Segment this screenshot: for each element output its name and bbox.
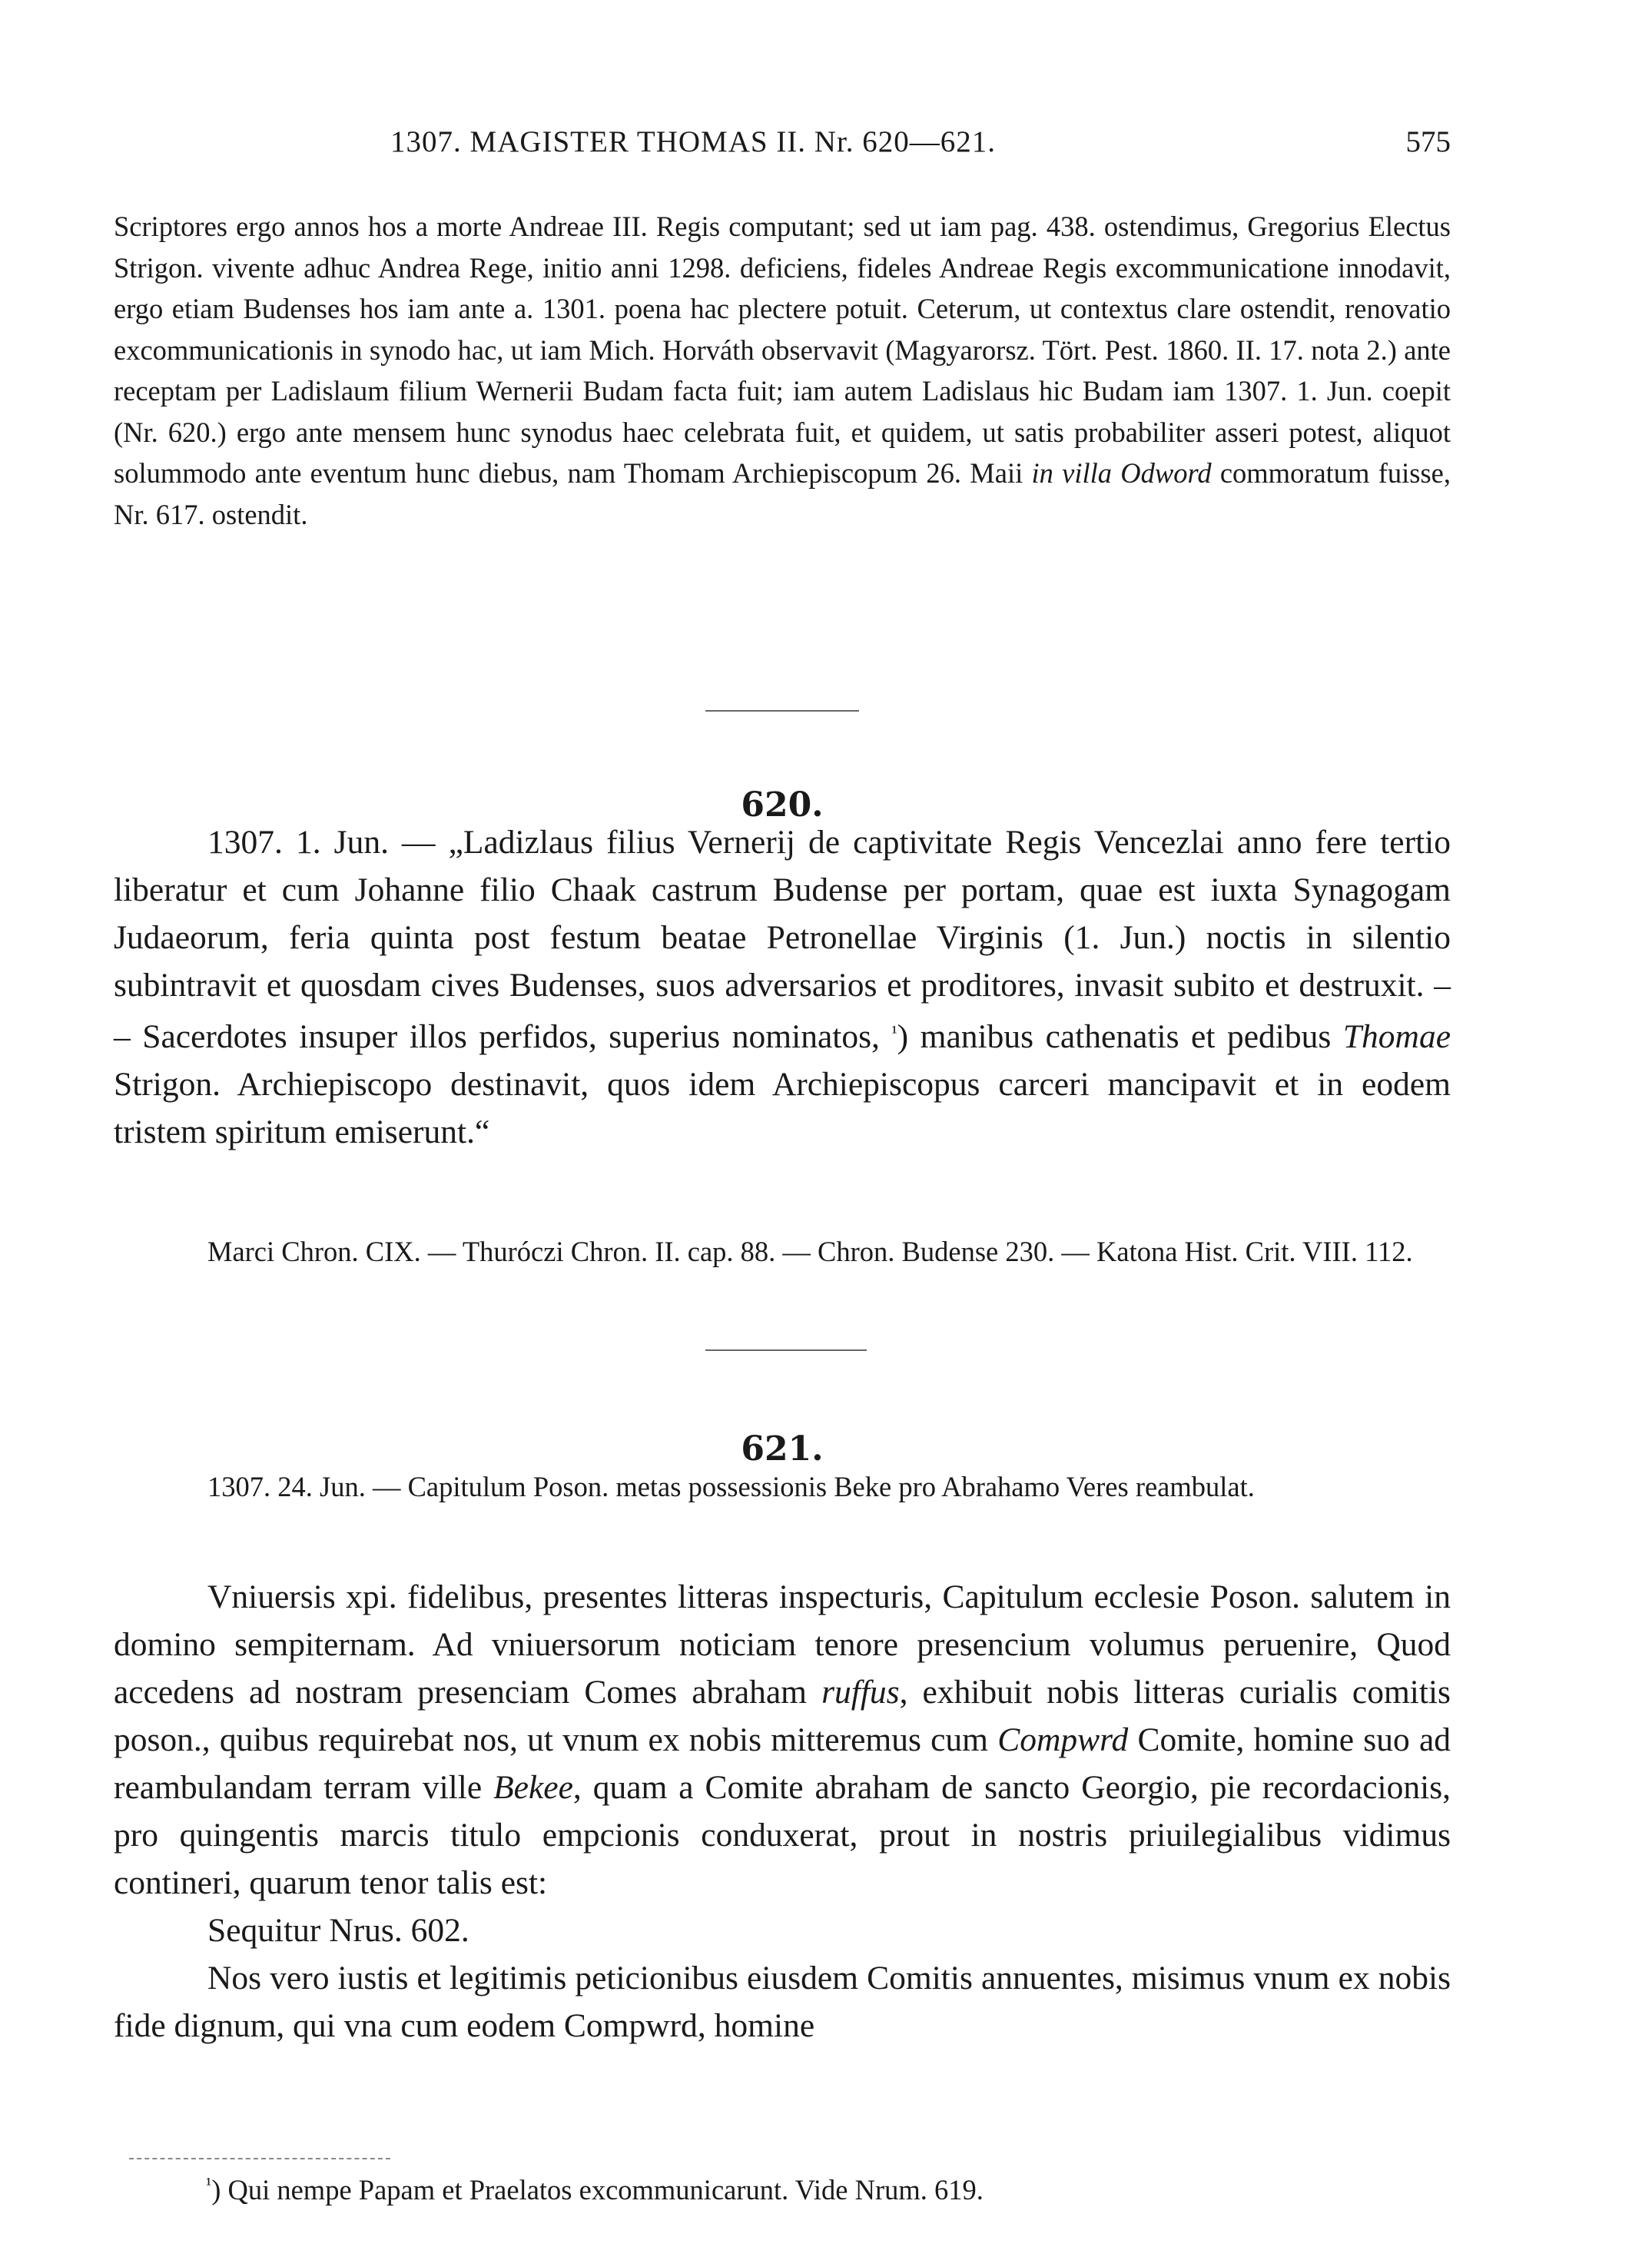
section-divider (705, 1349, 867, 1351)
document-number-620: 620. (741, 785, 824, 825)
running-title: 1307. MAGISTER THOMAS II. Nr. 620—621. (390, 125, 997, 158)
document-621-summary: 1307. 24. Jun. — Capitulum Poson. metas possessionis Beke pro Abrahamo Veres reambulat. (207, 1471, 1255, 1502)
document-620 (114, 818, 1451, 1156)
document-620-text: 1307. 1. Jun. — „Ladizlaus filius Vernerij de captivitate Regis Vencezlai anno fere tertio liberatur et cum Johanne filio Chaak castrum Budense per portam, quae est iuxta Synagogam Judaeorum, feria quinta post festum beatae Petronellae Virginis (1. Jun.) noctis in silentio subintravit et quosdam cives Budenses, suos adversarios et proditores, invasit subito et destruxit. – – Sacerdotes insuper illos perfidos, superius nominatos, $^{^1}$) manibus cathenatis et pedibus Thomae Strigon. Archiepiscopo destinavit, quos idem Archiepiscopus carceri mancipavit et in eodem tristem spiritum emiserunt.“ (114, 824, 1451, 1150)
section-divider (705, 710, 859, 712)
document-620-sources: Marci Chron. CIX. — Thuróczi Chron. II. cap. 88. — Chron. Budense 230. — Katona Hist. Crit. VIII. 112. (207, 1236, 1413, 1267)
page-number: 575 (1405, 125, 1451, 158)
italic-place: in villa Odword (1031, 457, 1212, 489)
document-number-621: 621. (741, 1429, 824, 1469)
footnote-rule (129, 2158, 390, 2159)
footnote-ref: ¹ (891, 1023, 897, 1043)
running-header (114, 124, 1451, 163)
intro-paragraph: Scriptores ergo annos hos a morte Andreae III. Regis computant; sed ut iam pag. 438. ostendimus, Gregorius Electus Strigon. vivente adhuc Andrea Rege, initio anni 1298. deficiens, fideles Andreae Regis excommunicatione innodavit, ergo etiam Budenses hos iam ante a. 1301. poena hac plectere potuit. Ceterum, ut contextus clare ostendit, renovatio excommunicationis in synodo hac, ut iam Mich. Horváth observavit (Magyarorsz. Tört. Pest. 1860. II. 17. nota 2.) ante receptam per Ladislaum filium Wernerii Budam facta fuit; iam autem Ladislaus hic Budam iam 1307. 1. Jun. coepit (Nr. 620.) ergo ante mensem hunc synodus haec celebrata fuit, et quidem, ut satis probabiliter asseri potest, aliquot solummodo ante eventum hunc diebus, nam Thomam Archiepiscopum 26. Maii in villa Odword commoratum fuisse, Nr. 617. ostendit. (114, 211, 1451, 530)
footnote: $^{^1}$) Qui nempe Papam et Praelatos excommunicarunt. Vide Nrum. 619. (206, 2174, 984, 2206)
document-621-text: Vniuersis xpi. fidelibus, presentes litteras inspecturis, Capitulum ecclesie Poson. salutem in domino sempiternam. Ad vniuersorum noticiam tenore presencium volumus peruenire, Quod accedens ad nostram presenciam Comes abraham ruffus, exhibuit nobis litteras curialis comitis poson., quibus requirebat nos, ut vnum ex nobis mitteremus cum Compwrd Comite, homine suo ad reambulandam terram ville Bekee, quam a Comite abraham de sancto Georgio, pie recordacionis, pro quingentis marcis titulo empcionis conduxerat, prout in nostris priuilegialibus vidimus contineri, quarum tenor talis est: Sequitur Nrus. 602. Nos vero iustis et legitimis peticionibus eiusdem Comitis annuentes, misimus vnum ex nobis fide dignum, qui vna cum eodem Compwrd, homine (114, 1578, 1451, 2044)
